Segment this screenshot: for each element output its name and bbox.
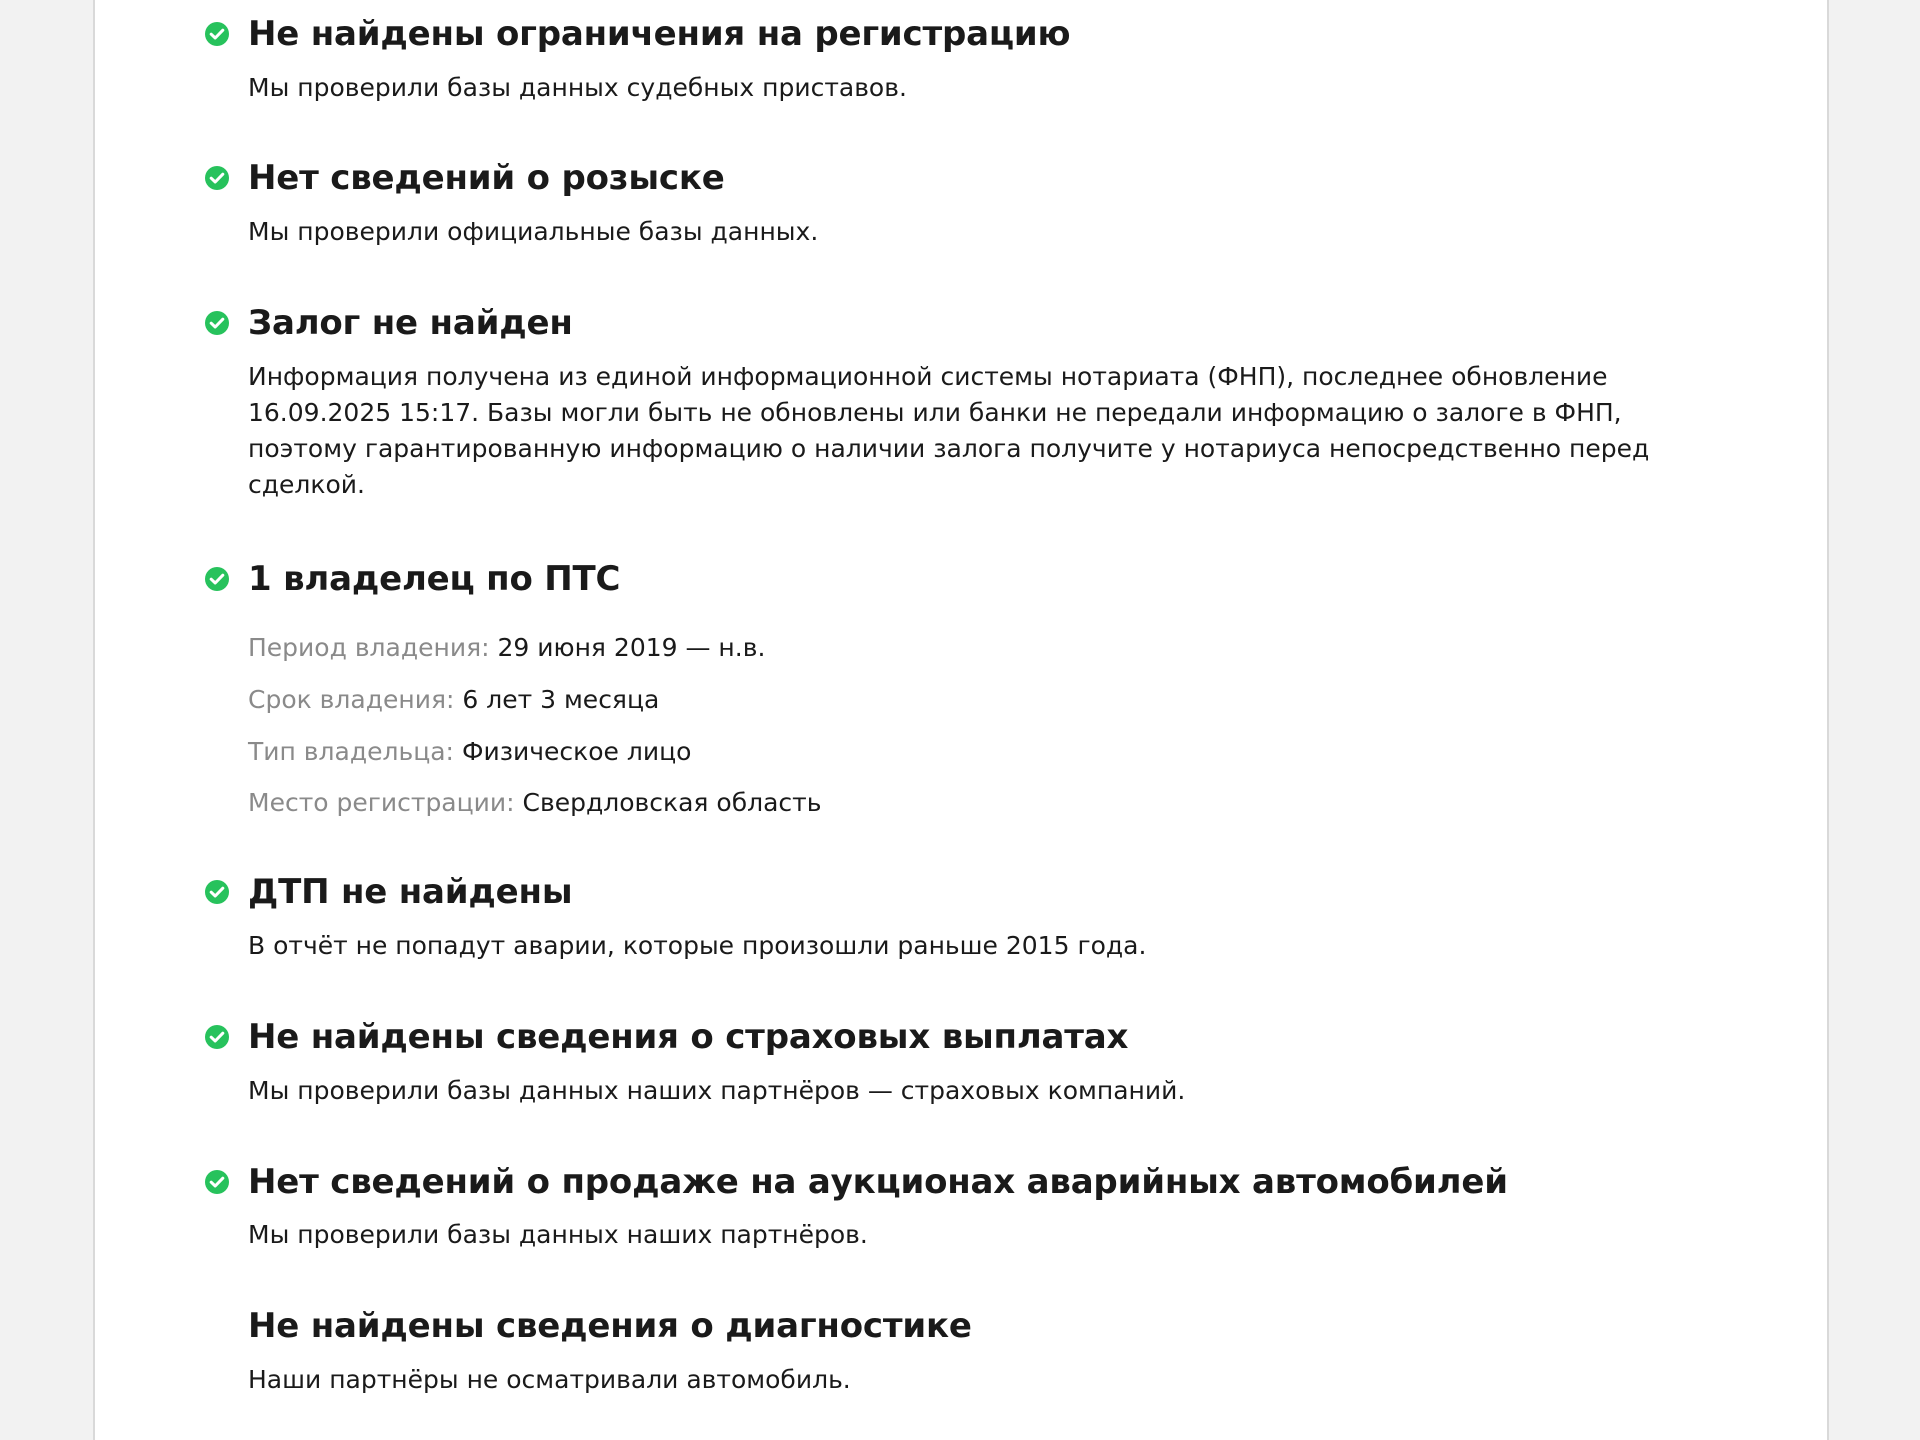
check-description: Мы проверили базы данных наших партнёров. — [248, 1220, 868, 1249]
field-value: 29 июня 2019 — н.в. — [497, 633, 766, 662]
check-description: Мы проверили базы данных судебных приставов. — [248, 73, 907, 102]
check-circle-icon — [203, 1023, 231, 1051]
owner-period — [248, 630, 765, 666]
check-title: Не найдены сведения о диагностике — [248, 1306, 972, 1346]
owner-duration — [248, 682, 659, 718]
check-description: Мы проверили официальные базы данных. — [248, 217, 819, 246]
check-circle-icon — [203, 878, 231, 906]
field-label: Тип владельца: — [248, 737, 454, 766]
check-circle-icon — [203, 1168, 231, 1196]
check-title: Нет сведений о продаже на аукционах аварийных автомобилей — [248, 1162, 1508, 1202]
check-title: Нет сведений о розыске — [248, 158, 725, 198]
check-title: ДТП не найдены — [248, 872, 573, 912]
check-circle-icon — [203, 309, 231, 337]
field-label: Место регистрации: — [248, 788, 515, 817]
report-page — [93, 0, 1829, 1440]
field-value: Физическое лицо — [461, 737, 692, 766]
check-title: Залог не найден — [248, 303, 573, 343]
check-title: Не найдены ограничения на регистрацию — [248, 14, 1071, 54]
check-description: Наши партнёры не осматривали автомобиль. — [248, 1365, 851, 1394]
check-circle-icon — [203, 565, 231, 593]
check-description: В отчёт не попадут аварии, которые произошли раньше 2015 года. — [248, 931, 1147, 960]
owner-region — [248, 785, 821, 821]
field-label: Срок владения: — [248, 685, 455, 714]
check-description: Информация получена из единой информационной системы нотариата (ФНП), последнее обновление 16.09.2025 15:17. Базы могли быть не обновлены или банки не передали информацию о залоге в ФНП, поэтому гарантированную информацию о наличии залога получите у нотариуса непосредственно перед сделкой. — [248, 362, 1650, 499]
check-title: 1 владелец по ПТС — [248, 559, 621, 599]
owner-type — [248, 734, 691, 770]
check-description: Мы проверили базы данных наших партнёров — страховых компаний. — [248, 1076, 1186, 1105]
check-circle-icon — [203, 164, 231, 192]
field-value: Свердловская область — [522, 788, 822, 817]
field-label: Период владения: — [248, 633, 490, 662]
field-value: 6 лет 3 месяца — [462, 685, 660, 714]
check-title: Не найдены сведения о страховых выплатах — [248, 1017, 1129, 1057]
check-circle-icon — [203, 20, 231, 48]
